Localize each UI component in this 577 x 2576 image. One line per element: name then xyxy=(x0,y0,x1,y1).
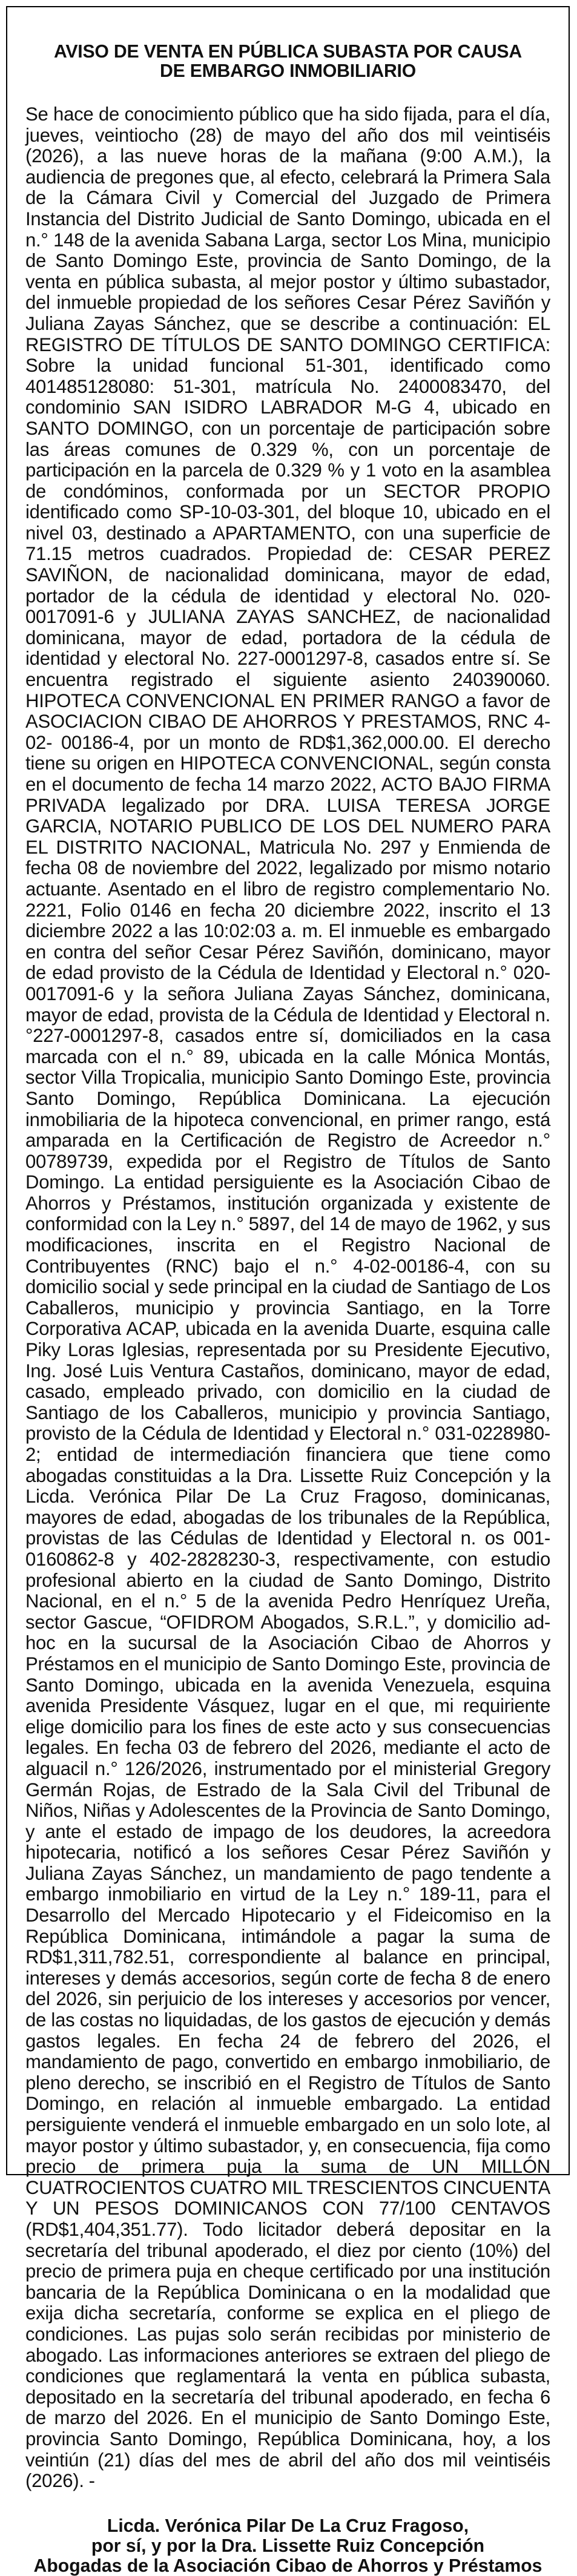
signature-line-3: Abogadas de la Asociación Cibao de Ahorros y Préstamos xyxy=(33,2555,542,2576)
notice-body: Se hace de conocimiento público que ha sido fijada, para el día, jueves, veintiocho (28) de mayo del año dos mil veintiséis (2026), a las nueve horas de la mañana (9:00 A.M.), la audiencia de pregones que, al efecto, celebrará la Primera Sala de la Cámara Civil y Comercial del Juzgado de Primera Instancia del Distrito Judicial de Santo Domingo, ubicada en el n.° 148 de la avenida Sabana Larga, sector Los Mina, municipio de Santo Domingo Este, provincia de Santo Domingo, de la venta en pública subasta, al mejor postor y último subastador, del inmueble propiedad de los señores Cesar Pérez Saviñón y Juliana Zayas Sánchez, que se describe a continuación: EL REGISTRO DE TÍTULOS DE SANTO DOMINGO CERTIFICA: Sobre la unidad funcional 51-301, identificado como 401485128080: 51-301, matrícula No. 2400083470, del condominio SAN ISIDRO LABRADOR M-G 4, ubicado en SANTO DOMINGO, con un porcentaje de participación sobre las áreas comunes de 0.329 %, con un porcentaje de participación en la parcela de 0.329 % y 1 voto en la asamblea de condóminos, conformada por un SECTOR PROPIO identificado como SP-10-03-301, del bloque 10, ubicado en el nivel 03, destinado a APARTAMENTO, con una superficie de 71.15 metros cuadrados. Propiedad de: CESAR PEREZ SAVIÑON, de nacionalidad dominicana, mayor de edad, portador de la cédula de identidad y electoral No. 020- 0017091-6 y JULIANA ZAYAS SANCHEZ, de nacionalidad dominicana, mayor de edad, portadora de la cédula de identidad y electoral No. 227-0001297-8, casados entre sí. Se encuentra registrado el siguiente asiento 240390060. HIPOTECA CONVENCIONAL EN PRIMER RANGO a favor de ASOCIACION CIBAO DE AHORROS Y PRESTAMOS, RNC 4-02- 00186-4, por un monto de RD$1,362,000.00. El derecho tiene su origen en HIPOTECA CONVENCIONAL, según consta en el documento de fecha 14 marzo 2022, ACTO BAJO FIRMA PRIVADA legalizado por DRA. LUISA TERESA JORGE GARCIA, NOTARIO PUBLICO DE LOS DEL NUMERO PARA EL DISTRITO NACIONAL, Matricula No. 297 y Enmienda de fecha 08 de noviembre del 2022, legalizado por mismo notario actuante. Asentado en el libro de registro complementario No. 2221, Folio 0146 en fecha 20 diciembre 2022, inscrito el 13 diciembre 2022 a las 10:02:03 a. m. El inmueble es embargado en contra del señor Cesar Pérez Saviñón, dominicano, mayor de edad provisto de la Cédula de Identidad y Electoral n.° 020-0017091-6 y la señora Juliana Zayas Sánchez, dominicana, mayor de edad, provista de la Cédula de Identidad y Electoral n.°227-0001297-8, casados entre sí, domiciliados en la casa marcada con el n.° 89, ubicada en la calle Mónica Montás, sector Villa Tropicalia, municipio Santo Domingo Este, provincia Santo Domingo, República Dominicana. La ejecución inmobiliaria de la hipoteca convencional, en primer rango, está amparada en la Certificación de Registro de Acreedor n.° 00789739, expedida por el Registro de Títulos de Santo Domingo. La entidad persiguiente es la Asociación Cibao de Ahorros y Préstamos, institución organizada y existente de conformidad con la Ley n.° 5897, del 14 de mayo de 1962, y sus modificaciones, inscrita en el Registro Nacional de Contribuyentes (RNC) bajo el n.° 4-02-00186-4, con su domicilio social y sede principal en la ciudad de Santiago de Los Caballeros, municipio y provincia Santiago, en la Torre Corporativa ACAP, ubicada en la avenida Duarte, esquina calle Piky Loras Iglesias, representada por su Presidente Ejecutivo, Ing. José Luis Ventura Castaños, dominicano, mayor de edad, casado, empleado privado, con domicilio en la ciudad de Santiago de los Caballeros, municipio y provincia Santiago, provisto de la Cédula de Identidad y Electoral n.° 031-0228980-2; entidad de intermediación financiera que tiene como abogadas constituidas a la Dra. Lissette Ruiz Concepción y la Licda. Verónica Pilar De La Cruz Fragoso, dominicanas, mayores de edad, abogadas de los tribunales de la República, provistas de las Cédulas de Identidad y Electoral n. os 001-0160862-8 y 402-2828230-3, respectivamente, con estudio profesional abierto en la ciudad de Santo Domingo, Distrito Nacional, en el n.° 5 de la avenida Pedro Henríquez Ureña, sector Gascue, “OFIDROM Abogados, S.R.L.”, y domicilio ad-hoc en la sucursal de la Asociación Cibao de Ahorros y Préstamos en el municipio de Santo Domingo Este, provincia de Santo Domingo, ubicada en la avenida Venezuela, esquina avenida Presidente Vásquez, lugar en el que, mi requiriente elige domicilio para los fines de este acto y sus consecuencias legales. En fecha 03 de febrero del 2026, mediante el acto de alguacil n.° 126/2026, instrumentado por el ministerial Gregory Germán Rojas, de Estrado de la Sala Civil del Tribunal de Niños, Niñas y Adolescentes de la Provincia de Santo Domingo, y ante el estado de impago de los deudores, la acreedora hipotecaria, notificó a los señores Cesar Pérez Saviñón y Juliana Zayas Sánchez, un mandamiento de pago tendente a embargo inmobiliario en virtud de la Ley n.° 189-11, para el Desarrollo del Mercado Hipotecario y el Fideicomiso en la República Dominicana, intimándole a pagar la suma de RD$1,311,782.51, correspondiente al balance en principal, intereses y demás accesorios, según corte de fecha 8 de enero del 2026, sin perjuicio de los intereses y accesorios por vencer, de las costas no liquidadas, de los gastos de ejecución y demás gastos legales. En fecha 24 de febrero del 2026, el mandamiento de pago, convertido en embargo inmobiliario, de pleno derecho, se inscribió en el Registro de Títulos de Santo Domingo, en relación al inmueble embargado. La entidad persiguiente venderá el inmueble embargado en un solo lote, al mayor postor y último subastador, y, en consecuencia, fija como precio de primera puja la suma de UN MILLÓN CUATROCIENTOS CUATRO MIL TRESCIENTOS CINCUENTA Y UN PESOS DOMINICANOS CON 77/100 CENTAVOS (RD$1,404,351.77). Todo licitador deberá depositar en la secretaría del tribunal apoderado, el diez por ciento (10%) del precio de primera puja en cheque certificado por una institución bancaria de la República Dominicana o en la modalidad que exija dicha secretaría, conforme se explica en el pliego de condiciones. Las pujas solo serán recibidas por ministerio de abogado. Las informaciones anteriores se extraen del pliego de condiciones que reglamentará la venta en pública subasta, depositado en la secretaría del tribunal apoderado, en fecha 6 de marzo del 2026. En el municipio de Santo Domingo Este, provincia Santo Domingo, República Dominicana, hoy, a los veintiún (21) días del mes de abril del año dos mil veintiséis (2026). - xyxy=(25,104,550,2492)
notice-title xyxy=(25,42,550,81)
legal-notice xyxy=(6,6,570,2576)
notice-title-line-2: DE EMBARGO INMOBILIARIO xyxy=(159,61,417,81)
signature-line-2: por sí, y por la Dra. Lissette Ruiz Concepción xyxy=(91,2535,485,2556)
signature-line-1: Licda. Verónica Pilar De La Cruz Fragoso, xyxy=(107,2515,469,2536)
signature-block xyxy=(25,2516,550,2576)
notice-title-line-1: AVISO DE VENTA EN PÚBLICA SUBASTA POR CAUSA xyxy=(54,42,522,62)
